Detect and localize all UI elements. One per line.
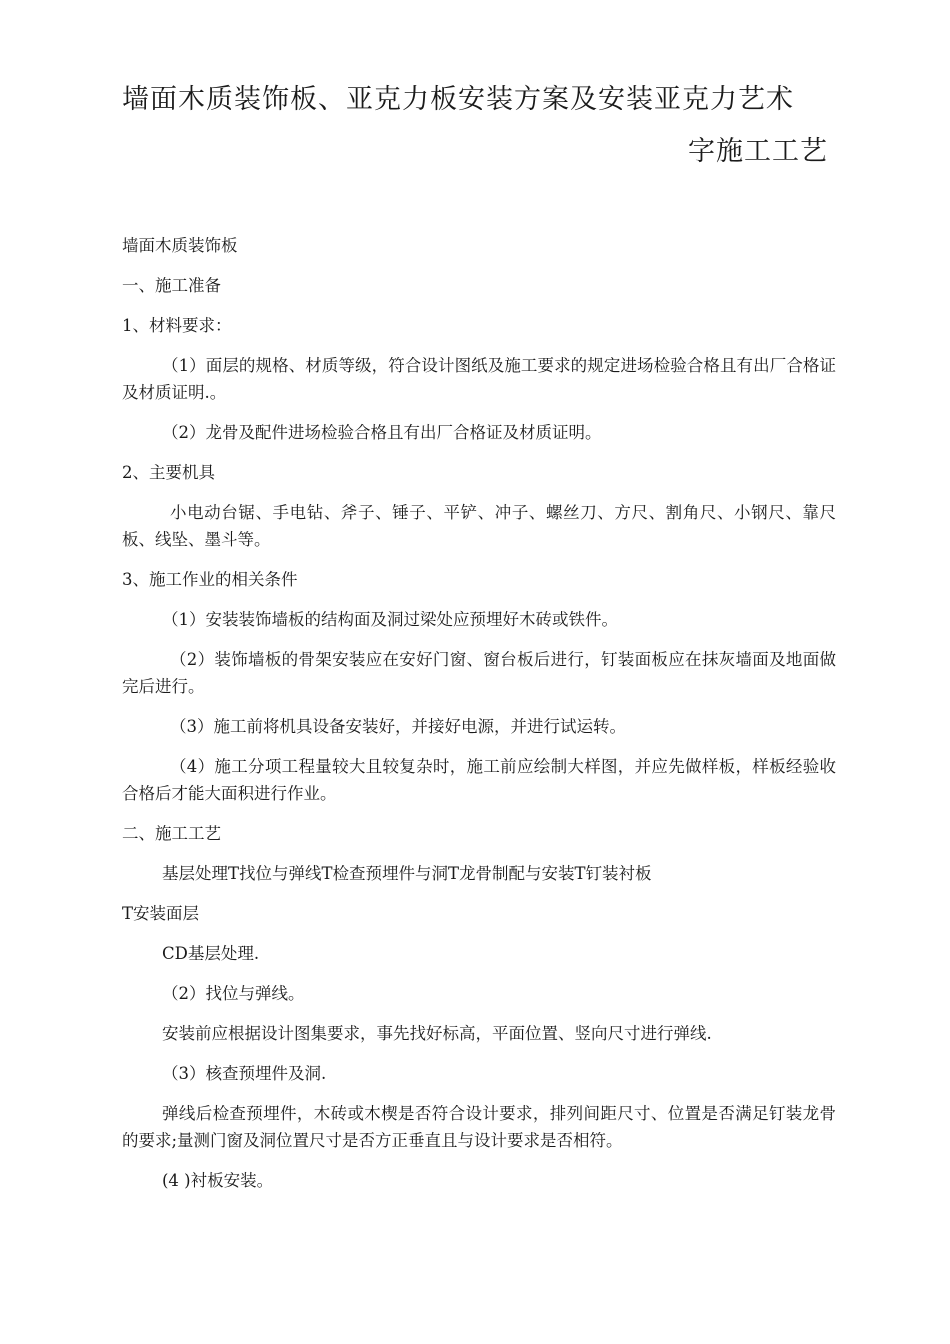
document-title-line-1: 墙面木质装饰板、亚克力板安装方案及安装亚克力艺术: [122, 84, 794, 115]
subsection-heading: 3、施工作业的相关条件: [122, 570, 298, 589]
document-title-line-2: 字施工工艺: [688, 136, 828, 167]
paragraph: （2）龙骨及配件进场检验合格且有出厂合格证及材质证明。: [162, 423, 602, 442]
step-heading: （2）找位与弹线。: [162, 984, 305, 1003]
step-heading: (4 )衬板安装。: [162, 1171, 274, 1190]
section-heading: 墙面木质装饰板: [122, 236, 238, 255]
subsection-heading: 1、材料要求：: [122, 316, 232, 335]
process-flow-line: 基层处理T找位与弹线T检查预埋件与洞T龙骨制配与安装T钉装衬板: [162, 864, 652, 883]
chapter-heading: 二、施工工艺: [122, 824, 221, 843]
paragraph: （4）施工分项工程量较大且较复杂时，施工前应绘制大样图，并应先做样板，样板经验收合格后才能大面积进行作业。: [122, 757, 836, 803]
subsection-heading: 2、主要机具: [122, 463, 215, 482]
document-body: [122, 232, 836, 1194]
paragraph: （1）安装装饰墙板的结构面及洞过梁处应预埋好木砖或铁件。: [162, 610, 618, 629]
paragraph: 安装前应根据设计图集要求，事先找好标高，平面位置、竖向尺寸进行弹线.: [162, 1024, 712, 1043]
paragraph: （3）施工前将机具设备安装好，并接好电源，并进行试运转。: [170, 717, 626, 736]
process-flow-line: T安装面层: [122, 904, 200, 923]
chapter-heading: 一、施工准备: [122, 276, 221, 295]
paragraph: 弹线后检查预埋件，木砖或木楔是否符合设计要求，排列间距尺寸、位置是否满足钉装龙骨的要求;量测门窗及洞位置尺寸是否方正垂直且与设计要求是否相符。: [122, 1104, 836, 1150]
step-heading: CD基层处理.: [162, 944, 260, 963]
paragraph: （2）装饰墙板的骨架安装应在安好门窗、窗台板后进行，钉装面板应在抹灰墙面及地面做完后进行。: [122, 650, 836, 696]
paragraph: 小电动台锯、手电钻、斧子、锤子、平铲、冲子、螺丝刀、方尺、割角尺、小钢尺、靠尺板、线坠、墨斗等。: [122, 503, 836, 549]
step-heading: （3）核查预埋件及洞.: [162, 1064, 327, 1083]
paragraph: （1）面层的规格、材质等级，符合设计图纸及施工要求的规定进场检验合格且有出厂合格证及材质证明.。: [122, 356, 836, 402]
